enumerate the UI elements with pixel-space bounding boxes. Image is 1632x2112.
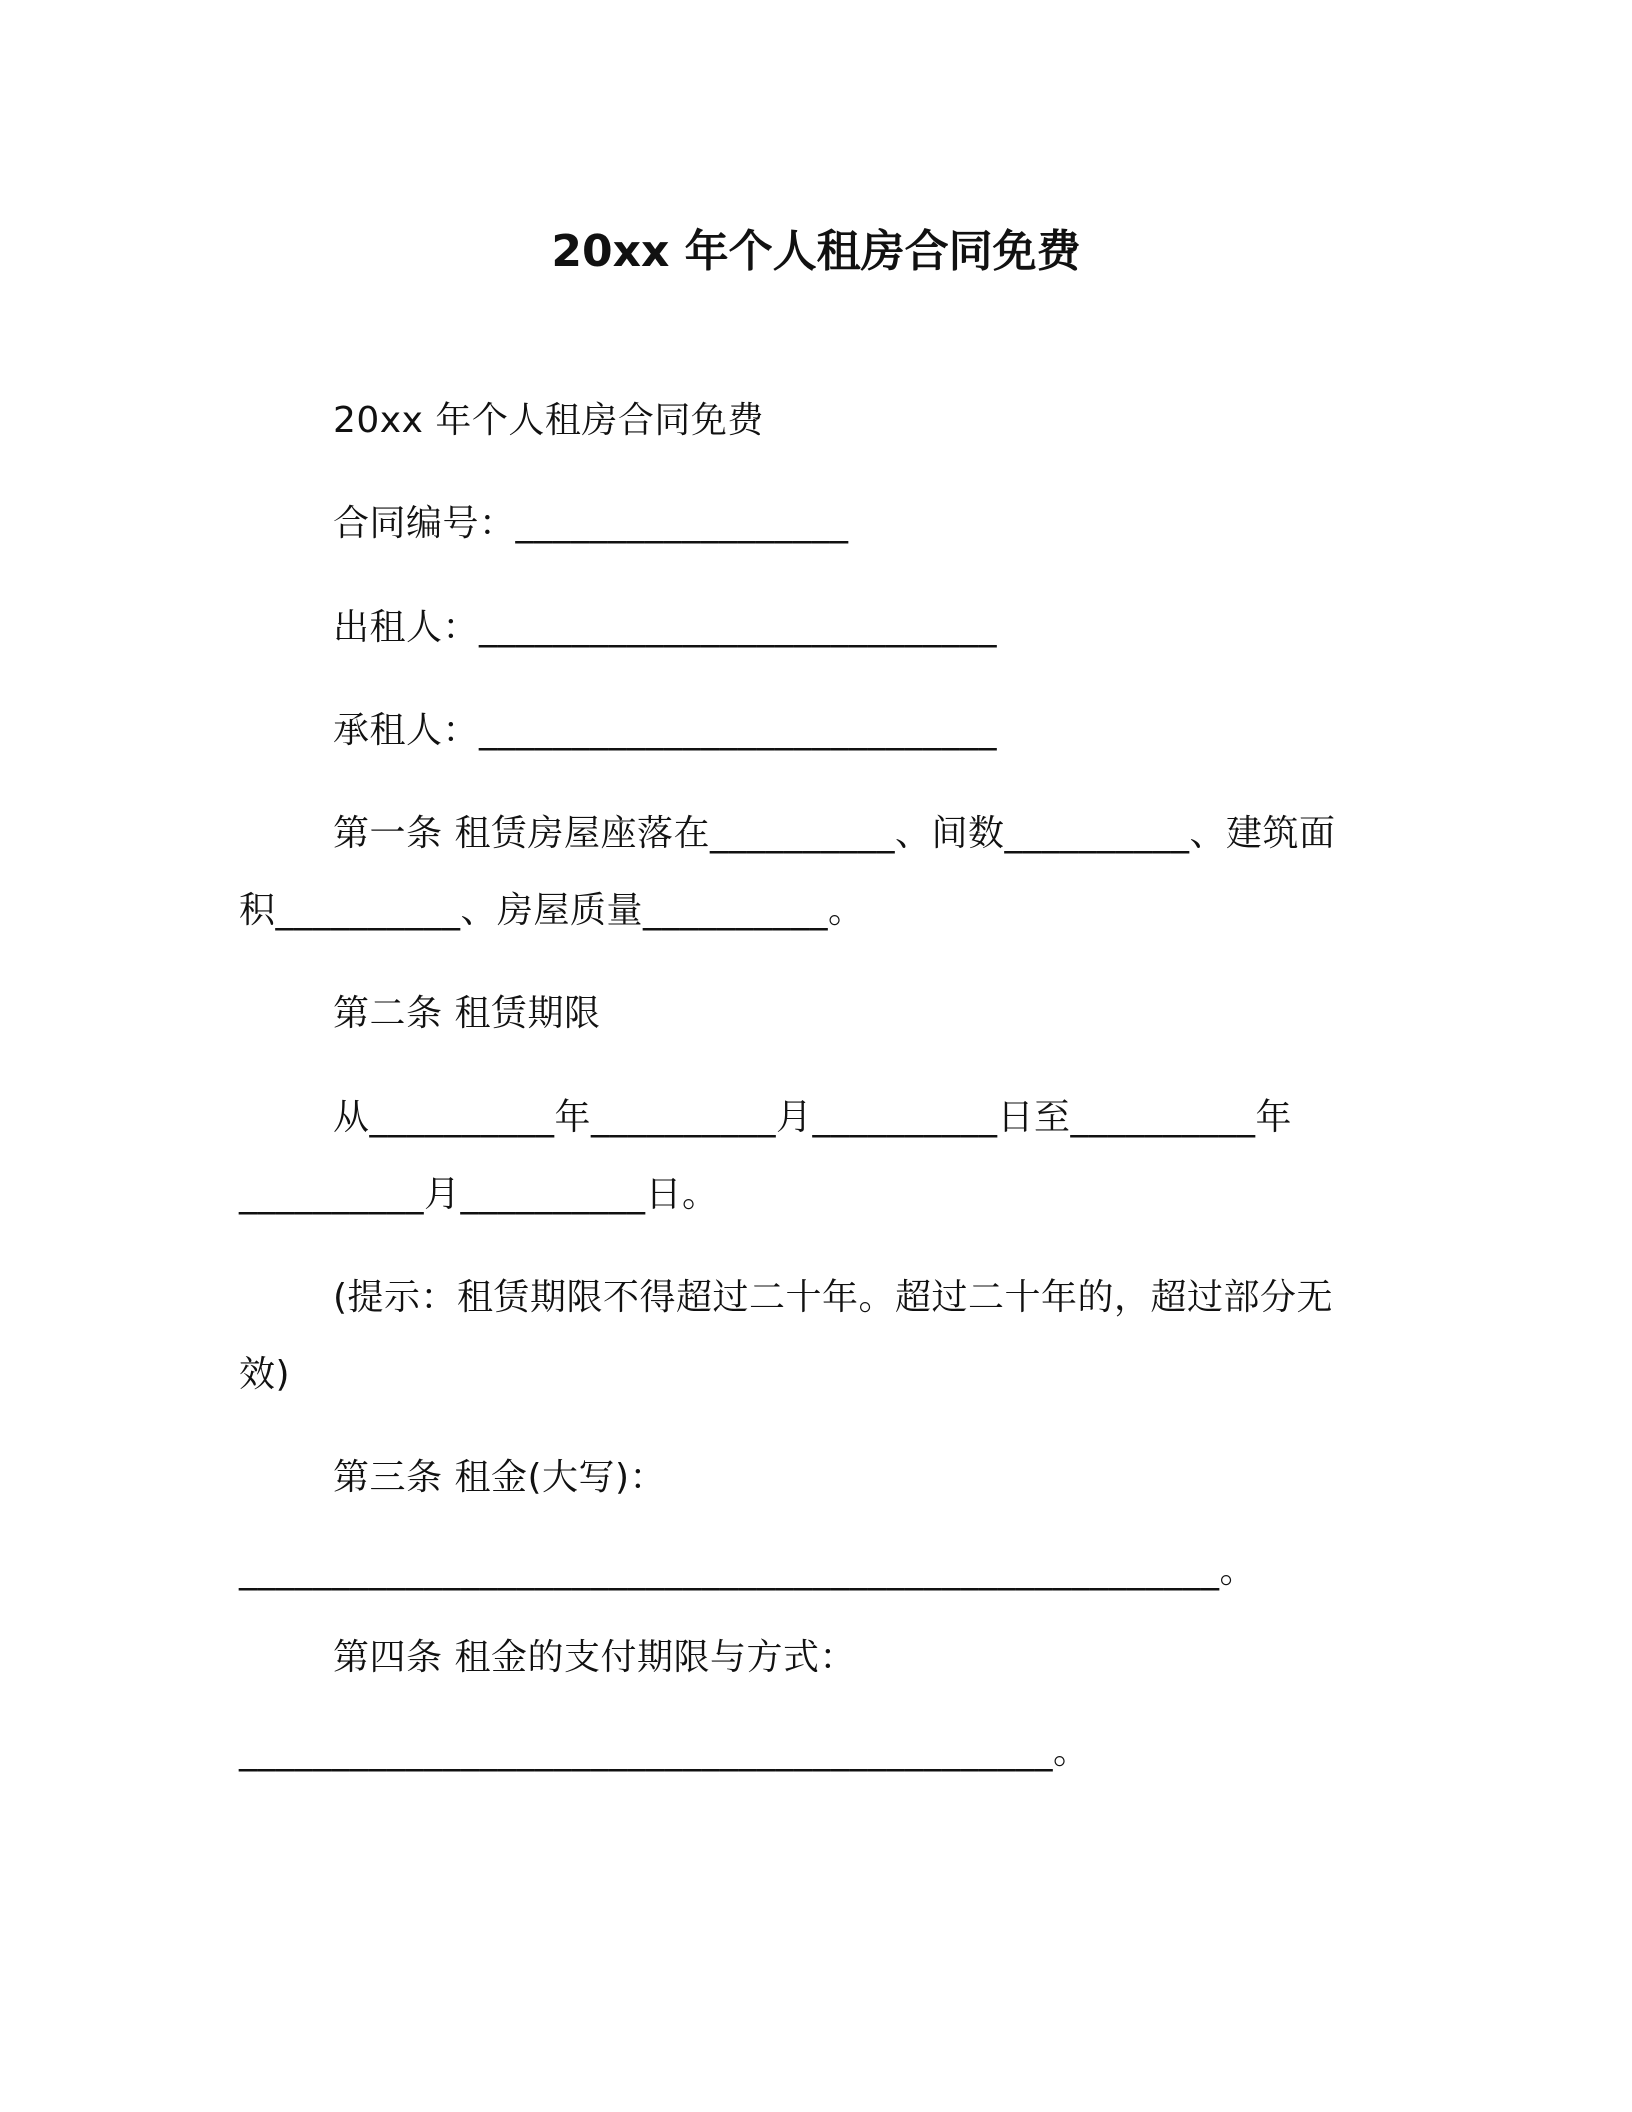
- article-1-line-1: 第一条 租赁房屋座落在__________、间数__________、建筑面: [333, 813, 1336, 854]
- document-subtitle: 20xx 年个人租房合同免费: [333, 400, 764, 441]
- contract-number-line: 合同编号：__________________: [333, 503, 849, 544]
- article-3-heading: 第三条 租金(大写)：: [333, 1457, 667, 1498]
- document-title: 20xx 年个人租房合同免费: [551, 226, 1081, 277]
- article-1-line-2: 积__________、房屋质量__________。: [239, 890, 865, 931]
- hint-line-2: 效): [239, 1354, 291, 1395]
- article-4-blank: ____________________________________________。: [239, 1731, 1090, 1772]
- lessee-line: 承租人：____________________________: [333, 710, 998, 751]
- article-3-blank: _____________________________________________________。: [239, 1550, 1256, 1591]
- article-2-line-2: __________月__________日。: [239, 1174, 719, 1215]
- lessor-line: 出租人：____________________________: [333, 607, 998, 648]
- article-2-line-1: 从__________年__________月__________日至__________年: [333, 1097, 1293, 1138]
- article-2-heading: 第二条 租赁期限: [333, 993, 601, 1034]
- hint-line-1: (提示：租赁期限不得超过二十年。超过二十年的，超过部分无: [333, 1277, 1334, 1318]
- article-4-heading: 第四条 租金的支付期限与方式：: [333, 1637, 856, 1678]
